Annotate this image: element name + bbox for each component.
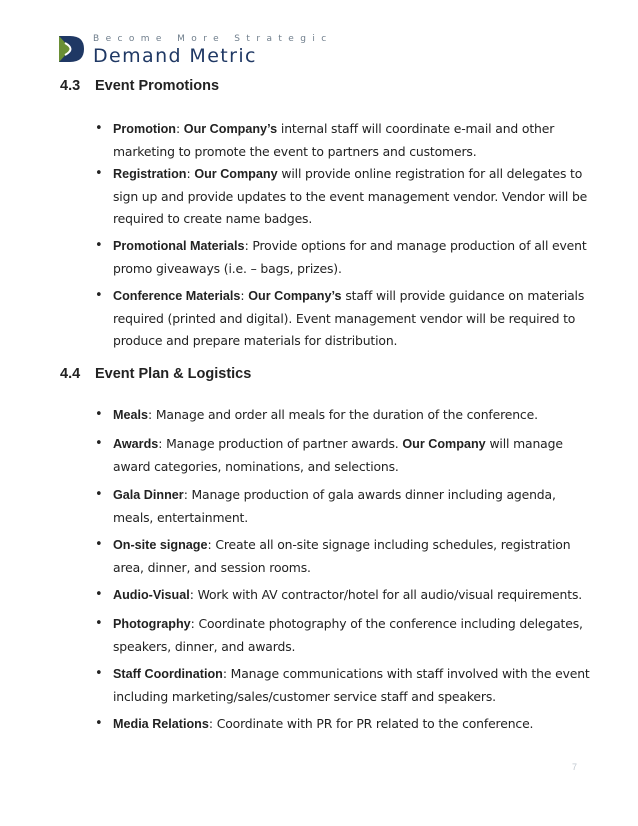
bullet-dot-icon: • [95,666,103,681]
item-term: Gala Dinner [113,488,184,502]
list-item [95,163,590,231]
list-item [95,584,590,607]
item-separator: : [244,238,253,253]
item-term: Conference Materials [113,289,241,303]
demand-metric-logo [57,30,333,67]
bullet-dot-icon: • [95,487,103,502]
bullet-dot-icon: • [95,436,103,451]
bullet-dot-icon: • [95,238,103,253]
bullet-dot-icon: • [95,288,103,303]
list-item-text [113,285,590,353]
item-term: Awards [113,437,159,451]
item-description: Coordinate with PR for PR related to the conference. [216,716,534,731]
item-description: Create all on-site signage including schedules, registration area, dinner, and session rooms. [113,537,571,575]
item-separator: : [186,166,195,181]
bullet-dot-icon: • [95,716,103,731]
list-item [95,534,590,579]
item-description: Work with AV contractor/hotel for all audio/visual requirements. [197,587,583,602]
item-emphasis: Our Company’s [248,289,342,303]
item-separator: : [158,436,167,451]
list-item-text [113,433,590,478]
list-item [95,118,590,163]
item-term: Promotional Materials [113,239,245,253]
bullet-dot-icon: • [95,616,103,631]
item-description: Manage production of gala awards dinner including agenda, meals, entertainment. [113,487,556,525]
item-term: Meals [113,408,149,422]
list-item-text [113,613,590,658]
item-description: will provide online registration for all delegates to sign up and provide updates to the event management vendor. Vendor will be required to create name badges. [113,166,588,226]
item-separator: : [207,537,216,552]
section-heading [60,364,600,384]
item-emphasis: Our Company [194,167,278,181]
item-term: Registration [113,167,187,181]
item-separator: : [183,487,192,502]
list-item [95,663,590,708]
list-item-text [113,713,590,736]
section-event-promotions [60,76,600,356]
item-separator: : [189,587,198,602]
item-description: Manage and order all meals for the duration of the conference. [155,407,538,422]
bullet-dot-icon: • [95,587,103,602]
list-item-text [113,484,590,529]
item-description: Manage communications with staff involved with the event including marketing/sales/customer service staff and speakers. [113,666,590,704]
item-description: will manage award categories, nominations, and selections. [113,436,563,474]
item-term: Audio-Visual [113,588,190,602]
item-separator: : [240,288,249,303]
logo-tagline: Become More Strategic [93,34,333,44]
item-emphasis: Our Company’s [183,122,278,136]
item-separator: : [208,716,217,731]
item-term: Staff Coordination [113,667,223,681]
list-item-text [113,663,590,708]
item-term: Photography [113,617,191,631]
section-number: 4.3 [60,78,81,94]
item-emphasis: Our Company [402,437,486,451]
list-item [95,404,590,427]
list-item-text [113,235,590,280]
item-separator: : [190,616,199,631]
item-description: internal staff will coordinate e-mail and other marketing to promote the event to partners and customers. [113,121,555,159]
list-item-text [113,404,590,427]
list-item-text [113,163,590,231]
list-item [95,285,590,353]
bullet-dot-icon: • [95,166,103,181]
list-item [95,484,590,529]
section-title: Event Promotions [95,78,220,94]
bullet-dot-icon: • [95,537,103,552]
item-description: Provide options for and manage production of all event promo giveaways (i.e. – bags, prizes). [113,238,587,276]
section-event-plan-logistics [60,364,600,744]
page-number: 7 [572,762,578,772]
list-item [95,235,590,280]
list-item-text [113,534,590,579]
section-title: Event Plan & Logistics [95,366,252,382]
item-description: staff will provide guidance on materials required (printed and digital). Event management vendor will be required to produce and prepare materials for distribution. [113,288,585,348]
item-description: Coordinate photography of the conference including delegates, speakers, dinner, and awards. [113,616,583,654]
list-item-text [113,118,590,163]
item-separator: : [222,666,231,681]
logo-mark-icon [57,34,87,64]
item-description: Manage production of partner awards. [166,436,403,451]
logo-name: Demand Metric [93,45,257,67]
item-separator: : [148,407,156,422]
section-heading [60,76,600,96]
bullet-dot-icon: • [95,407,103,422]
list-item [95,433,590,478]
list-item [95,613,590,658]
list-item-text [113,584,590,607]
item-term: Promotion [113,122,176,136]
item-term: On-site signage [113,538,208,552]
item-term: Media Relations [113,717,209,731]
bullet-dot-icon: • [95,121,103,136]
list-item [95,713,590,736]
section-number: 4.4 [60,366,81,382]
item-separator: : [175,121,184,136]
